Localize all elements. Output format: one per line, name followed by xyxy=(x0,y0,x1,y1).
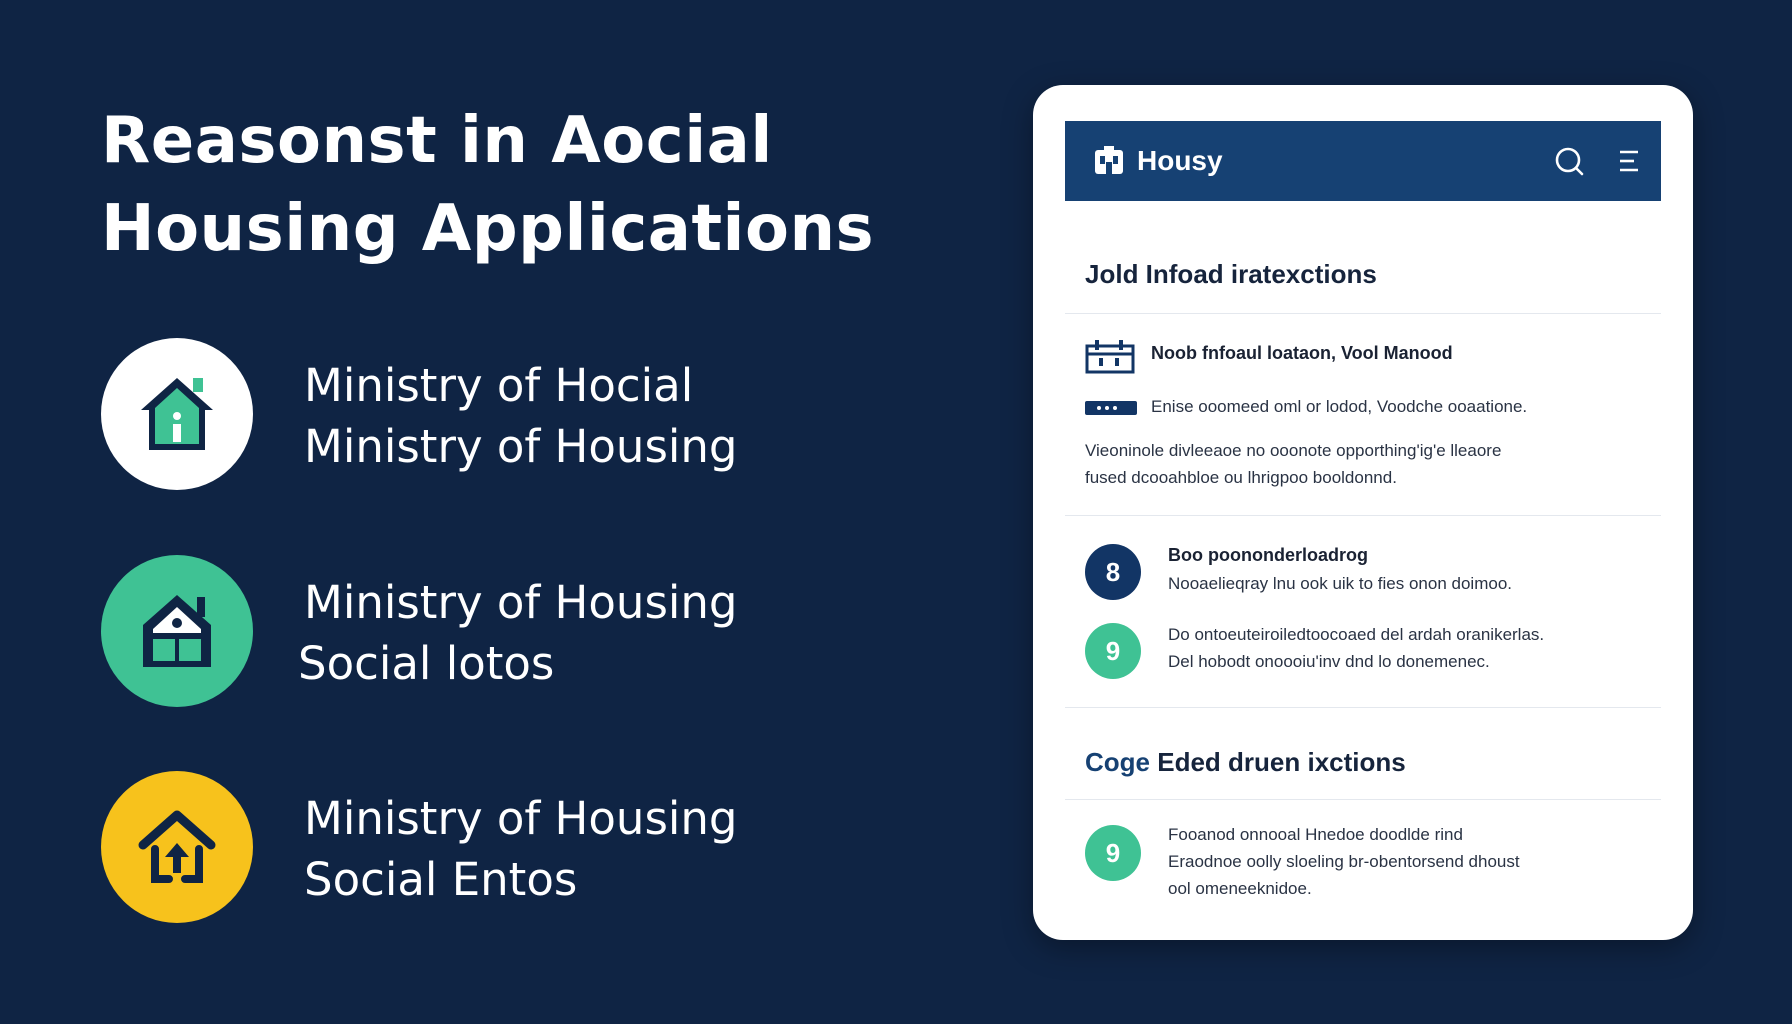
page-title-line-2: Housing Applications xyxy=(101,192,875,266)
reason-3-text xyxy=(304,788,737,910)
menu-button[interactable] xyxy=(1611,143,1647,179)
section-3-item-line-2: Eraodnoe oolly sloeling br-obentorsend dhoust xyxy=(1168,852,1520,871)
divider xyxy=(1065,515,1661,516)
reason-1-text xyxy=(304,355,737,477)
reason-2-line-2: Social lotos xyxy=(298,637,555,690)
reason-3-line-2: Social Entos xyxy=(304,853,578,906)
reason-1-line-2: Ministry of Housing xyxy=(304,420,738,473)
section-1-paragraph-line-2: fused dcooahbloe ou lhrigpoo booldonnd. xyxy=(1085,468,1397,487)
reason-1-line-1: Ministry of Hocial xyxy=(304,359,694,412)
reason-1-icon-circle xyxy=(101,338,253,490)
section-2-item-1-title: Boo poononderloadrog xyxy=(1168,545,1368,565)
reason-item-2 xyxy=(101,555,821,707)
reason-2-icon-circle xyxy=(101,555,253,707)
app-preview-card xyxy=(1033,85,1693,940)
search-button[interactable] xyxy=(1551,143,1587,179)
divider xyxy=(1065,707,1661,708)
section-2-item-2-line-2: Del hobodt onoooiu'inv dnd lo donemenec. xyxy=(1168,652,1490,671)
section-1-paragraph-line-1: Vieoninole divleeaoe no ooonote opporthing'ig'e lleaore xyxy=(1085,441,1502,460)
app-header xyxy=(1065,121,1661,201)
search-icon xyxy=(1553,145,1585,177)
section-1-item-meta: Enise ooomeed oml or lodod, Voodche ooaatione. xyxy=(1151,397,1528,416)
page-title-line-1: Reasonst in Aocial xyxy=(101,104,773,178)
section-3-heading-text: Eded druen ixctions xyxy=(1157,747,1406,777)
document-icon xyxy=(1085,338,1135,374)
divider xyxy=(1065,799,1661,800)
section-3-heading xyxy=(1085,747,1406,778)
reason-2-line-1: Ministry of Housing xyxy=(304,576,738,629)
number-badge-icon: 9 xyxy=(1085,825,1141,881)
reason-2-text xyxy=(298,572,737,694)
page-title xyxy=(101,97,961,273)
section-3-heading-accent: Coge xyxy=(1085,747,1150,777)
house-icon xyxy=(129,366,225,462)
reason-3-line-1: Ministry of Housing xyxy=(304,792,738,845)
section-3-item-line-3: ool omeneeknidoe. xyxy=(1168,879,1312,898)
meta-badge xyxy=(1085,401,1137,415)
section-1-heading: Jold Infoad iratexctions xyxy=(1085,259,1377,289)
building-icon xyxy=(1091,143,1127,179)
number-badge-icon: 9 xyxy=(1085,623,1141,679)
house-arrow-icon xyxy=(129,799,225,895)
reason-item-1 xyxy=(101,338,821,490)
section-2-item-1-text: Nooaelieqray lnu ook uik to fies onon doimoo. xyxy=(1168,574,1512,593)
section-3-item-line-1: Fooanod onnooal Hnedoe doodlde rind xyxy=(1168,825,1463,844)
house-icon xyxy=(129,583,225,679)
divider xyxy=(1065,313,1661,314)
number-badge-icon: 8 xyxy=(1085,544,1141,600)
section-2-item-2-line-1: Do ontoeuteiroiledtoocoaed del ardah oranikerlas. xyxy=(1168,625,1545,644)
menu-icon xyxy=(1616,147,1642,175)
reason-3-icon-circle xyxy=(101,771,253,923)
app-title: Housy xyxy=(1137,145,1223,176)
reason-item-3 xyxy=(101,771,821,923)
section-1-item-title: Noob fnfoaul loataon, Vool Manood xyxy=(1151,343,1453,363)
